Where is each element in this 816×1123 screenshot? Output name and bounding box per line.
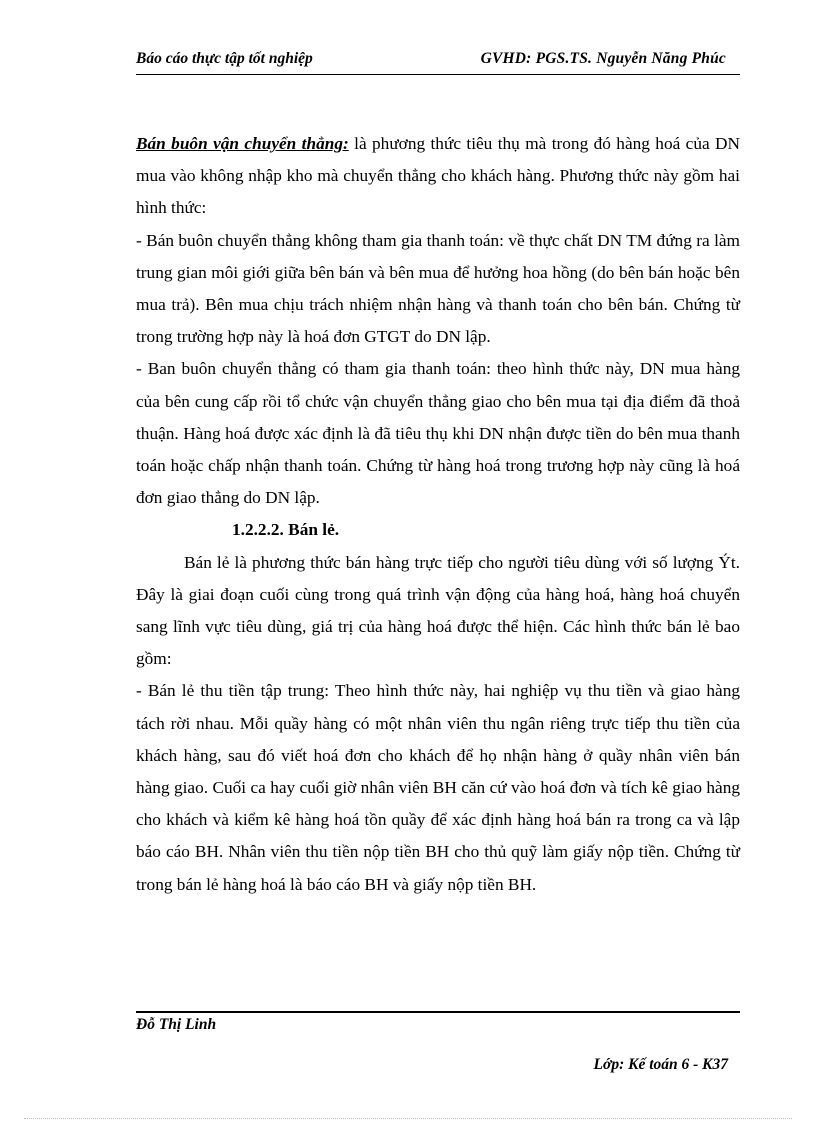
section-heading: 1.2.2.2. Bán lẻ. [232, 520, 340, 540]
footer-divider [136, 1011, 740, 1013]
footer-class: Lớp: Kế toán 6 - K37 [593, 1056, 728, 1073]
paragraph-text: là phương thức tiêu thụ mà trong đó hàng hoá của DN mua vào không nhập kho mà chuyển thẳng cho khách hàng. Phương thức này gồm hai hình thức: [136, 134, 741, 218]
paragraph-with-payment: - Ban buôn chuyển thẳng có tham gia thanh toán: theo hình thức này, DN mua hàng của bên cung cấp rồi tổ chức vận chuyển thẳng giao cho bên mua tại địa điểm đã thoả thuận. Hàng hoá được xác định là đã tiêu thụ khi DN nhận được tiền do bên mua thanh toán hoặc chấp nhận thanh toán. Chứng từ hàng hoá trong trương hợp này cũng là hoá đơn giao thẳng do DN lập. [136, 359, 740, 508]
paragraph-centralized-retail: - Bán lẻ thu tiền tập trung: Theo hình thức này, hai nghiệp vụ thu tiền và giao hàng tách rời nhau. Mỗi quầy hàng có một nhân viên thu ngân riêng trực tiếp thu tiền của khách hàng, sau đó viết hoá đơn cho khách để họ nhận hàng ở quầy nhân viên bán hàng giao. Cuối ca hay cuối giờ nhân viên BH căn cứ vào hoá đơn và tích kê giao hàng cho khách và kiểm kê hàng hoá tồn quầy để xác định hàng hoá bán ra trong ca và lập báo cáo BH. Nhân viên thu tiền nộp tiền BH cho thủ quỹ làm giấy nộp tiền. Chứng từ trong bán lẻ hàng hoá là báo cáo BH và giấy nộp tiền BH. [136, 681, 740, 894]
paragraph-lead-term: Bán buôn vận chuyển thẳng: [136, 134, 349, 153]
paragraph-direct-wholesale [136, 128, 740, 225]
paragraph-no-payment: - Bán buôn chuyển thẳng không tham gia thanh toán: về thực chất DN TM đứng ra làm trung gian môi giới giữa bên bán và bên mua để hưởng hoa hồng (do bên bán hoặc bên mua trả). Bên mua chịu trách nhiệm nhận hàng và thanh toán cho bên bán. Chứng từ trong trường hợp này là hoá đơn GTGT do DN lập. [136, 230, 740, 347]
page-content [136, 128, 740, 901]
page-bottom-rule [24, 1118, 792, 1119]
header-report-title: Báo cáo thực tập tốt nghiệp [136, 50, 313, 67]
paragraph-retail: Bán lẻ là phương thức bán hàng trực tiếp cho người tiêu dùng với số lượng Ýt. Đây là giai đoạn cuối cùng trong quá trình vận động của hàng hoá, hàng hoá chuyển sang lĩnh vực tiêu dùng, giá trị của hàng hoá được thể hiện. Các hình thức bán lẻ bao gồm: [136, 552, 740, 669]
page-header [136, 48, 740, 75]
header-advisor: GVHD: PGS.TS. Nguyễn Năng Phúc [480, 50, 726, 67]
footer-author: Đỗ Thị Linh [136, 1016, 217, 1033]
